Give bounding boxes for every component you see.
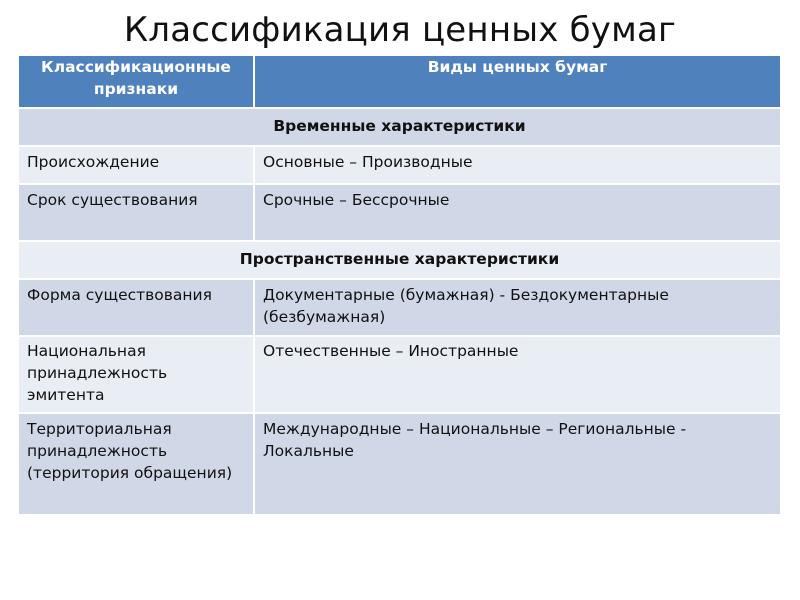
table-row xyxy=(19,184,780,241)
types-cell: Срочные – Бессрочные xyxy=(254,184,780,241)
section-row-time xyxy=(19,108,780,146)
table-row xyxy=(19,146,780,184)
feature-cell: Форма существования xyxy=(19,279,254,336)
types-cell: Документарные (бумажная) - Бездокументарные (безбумажная) xyxy=(254,279,780,336)
securities-classification-table xyxy=(19,56,780,516)
table-row xyxy=(19,279,780,336)
feature-cell: Срок существования xyxy=(19,184,254,241)
feature-cell: Территориальная принадлежность (территория обращения) xyxy=(19,413,254,515)
feature-cell: Происхождение xyxy=(19,146,254,184)
section-title-space: Пространственные характеристики xyxy=(19,241,780,279)
types-cell: Международные – Национальные – Региональные - Локальные xyxy=(254,413,780,515)
table-header-row xyxy=(19,56,780,108)
slide-title: Классификация ценных бумаг xyxy=(123,10,677,50)
types-cell: Основные – Производные xyxy=(254,146,780,184)
types-cell: Отечественные – Иностранные xyxy=(254,336,780,413)
header-security-types: Виды ценных бумаг xyxy=(254,56,780,108)
header-classification-features: Классификационные признаки xyxy=(19,56,254,108)
table-row xyxy=(19,413,780,515)
section-title-time: Временные характеристики xyxy=(19,108,780,146)
section-row-space xyxy=(19,241,780,279)
table-row xyxy=(19,336,780,413)
feature-cell: Национальная принадлежность эмитента xyxy=(19,336,254,413)
